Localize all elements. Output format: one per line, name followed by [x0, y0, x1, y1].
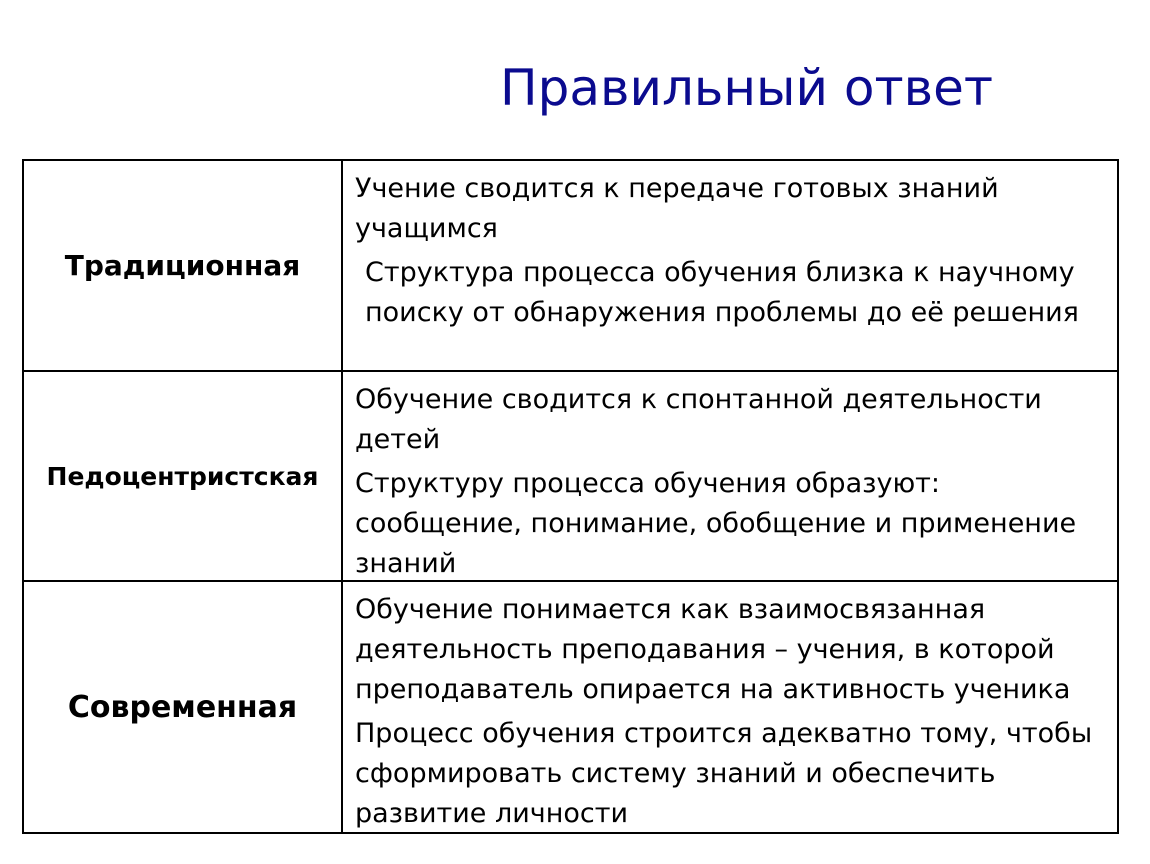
- description-cell: [343, 372, 1117, 580]
- category-traditional: Традиционная: [24, 161, 343, 370]
- description-paragraph: Обучение сводится к спонтанной деятельности детей: [355, 384, 1042, 455]
- category-modern: Современная: [24, 582, 343, 832]
- category-pedocentric: Педоцентристская: [24, 372, 343, 580]
- table-row: [24, 372, 1117, 582]
- description-cell: [343, 582, 1117, 832]
- description-paragraph: Учение сводится к передаче готовых знаний учащимся: [355, 173, 999, 244]
- description-cell: [343, 161, 1117, 370]
- answer-table: [22, 159, 1119, 834]
- description-paragraph: Структура процесса обучения близка к научному поиску от обнаружения проблемы до её решения: [365, 257, 1079, 328]
- description-paragraph: Обучение понимается как взаимосвязанная деятельность преподавания – учения, в которой преподаватель опирается на активность ученика: [355, 594, 1071, 705]
- description-paragraph: Структуру процесса обучения образуют: сообщение, понимание, обобщение и применение знаний: [355, 468, 1077, 579]
- table-row: [24, 161, 1117, 372]
- description-paragraph: Процесс обучения строится адекватно тому, чтобы сформировать систему знаний и обеспечить развитие личности: [355, 718, 1093, 829]
- table-row: [24, 582, 1117, 832]
- page-title: Правильный ответ: [500, 59, 993, 117]
